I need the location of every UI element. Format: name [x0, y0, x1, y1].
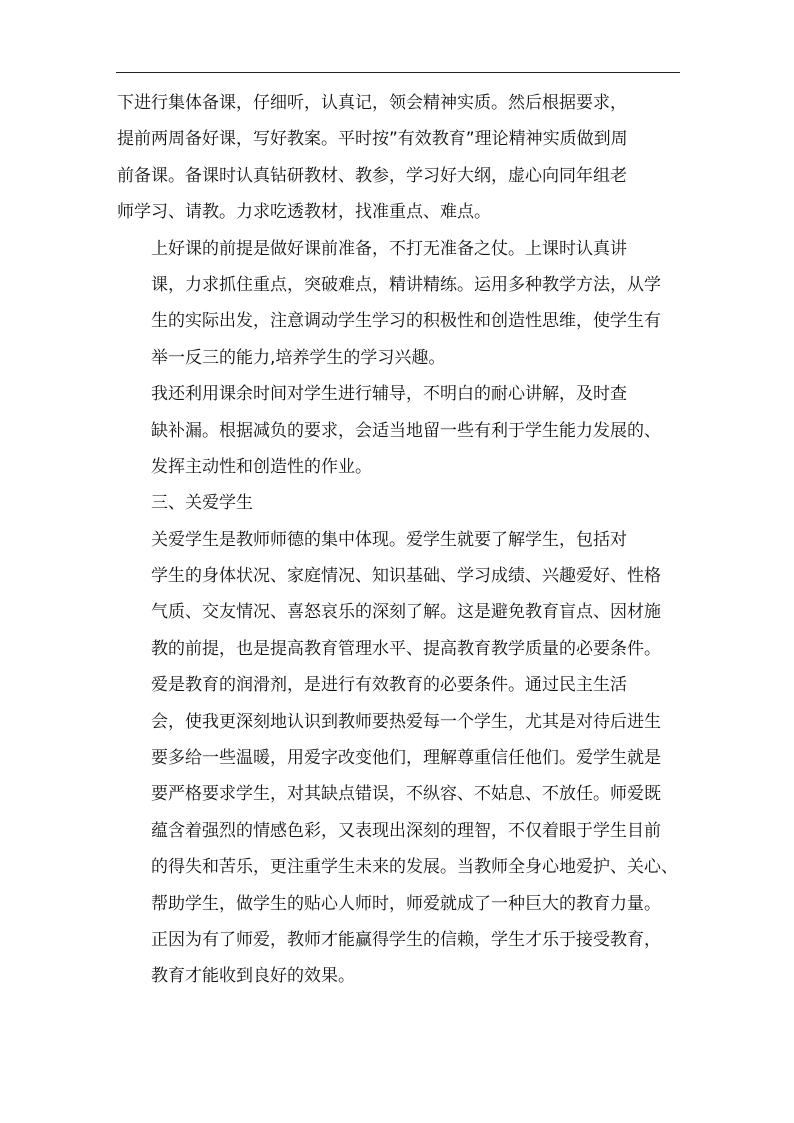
text-line: 举一反三的能力,培养学生的学习兴趣。: [151, 347, 446, 368]
text-line: 蕴含着强烈的情感色彩，又表现出深刻的理智，不仅着眼于学生目前: [151, 820, 661, 841]
header-rule: [116, 72, 680, 73]
text-line: 提前两周备好课，写好教案。平时按”有效教育”理论精神实质做到周: [117, 129, 628, 150]
text-line: 帮助学生，做学生的贴心人师时，师爱就成了一种巨大的教育力量。: [151, 893, 661, 914]
paragraph-lesson-preparation: [117, 85, 681, 231]
text-line: 教育才能收到良好的效果。: [151, 966, 355, 987]
text-line: 师学习、请教。力求吃透教材，找准重点、难点。: [117, 202, 491, 223]
text-line: 我还利用课余时间对学生进行辅导，不明白的耐心讲解，及时查: [151, 384, 627, 405]
text-line: 前备课。备课时认真钻研教材、教参，学习好大纲，虚心向同年组老: [117, 165, 627, 186]
text-line: 关爱学生是教师师德的集中体现。爱学生就要了解学生，包括对: [151, 529, 627, 550]
paragraph-tutoring: [117, 376, 681, 485]
text-line: 爱是教育的润滑剂，是进行有效教育的必要条件。通过民主生活: [151, 675, 627, 696]
text-line: 气质、交友情况、喜怒哀乐的深刻了解。这是避免教育盲点、因材施: [151, 602, 661, 623]
section-heading: [117, 485, 681, 521]
text-line: 课，力求抓住重点，突破难点，精讲精练。运用多种教学方法，从学: [151, 274, 661, 295]
text-line: 要多给一些温暖，用爱字改变他们，理解尊重信任他们。爱学生就是: [151, 748, 661, 769]
paragraph-love-in-education: [117, 667, 681, 995]
text-line: 学生的身体状况、家庭情况、知识基础、学习成绩、兴趣爱好、性格: [151, 566, 661, 587]
text-line: 缺补漏。根据减负的要求，会适当地留一些有利于学生能力发展的、: [151, 420, 661, 441]
paragraph-caring: [117, 522, 681, 668]
section-heading-text: 三、关爱学生: [151, 493, 253, 514]
text-line: 会，使我更深刻地认识到教师要热爱每一个学生，尤其是对待后进生: [151, 711, 661, 732]
document-body: [117, 85, 681, 995]
text-line: 下进行集体备课，仔细听，认真记，领会精神实质。然后根据要求，: [117, 93, 627, 113]
text-line: 要严格要求学生，对其缺点错误，不纵容、不姑息、不放任。师爱既: [151, 784, 661, 805]
text-line: 的得失和苦乐，更注重学生未来的发展。当教师全身心地爱护、关心、: [151, 857, 678, 878]
paragraph-teaching: [117, 231, 681, 377]
text-line: 正因为有了师爱，教师才能赢得学生的信赖，学生才乐于接受教育，: [151, 929, 661, 950]
text-line: 生的实际出发，注意调动学生学习的积极性和创造性思维，使学生有: [151, 311, 661, 332]
text-line: 教的前提，也是提高教育管理水平、提高教育教学质量的必要条件。: [151, 638, 661, 659]
text-line: 上好课的前提是做好课前准备，不打无准备之仗。上课时认真讲: [151, 238, 627, 259]
text-line: 发挥主动性和创造性的作业。: [151, 456, 372, 477]
